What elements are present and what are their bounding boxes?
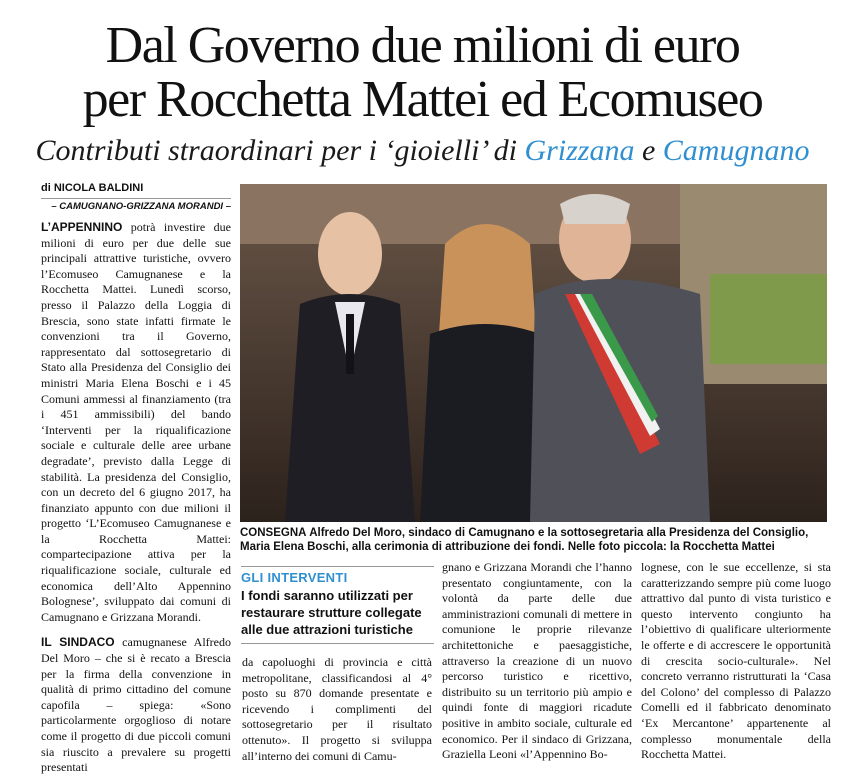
article-column-4 [641,560,831,763]
subtitle-text: Contributi straordinari per i ‘gioielli’ di [35,134,525,167]
column-3-text: gnano e Grizzana Morandi che l’hanno presentato congiuntamente, con la volontà da parte delle due amministrazioni comunali di mettere in comunione le proprie rilevanze architettoniche e paesaggistiche, attraverso la creazione di un nuovo percorso turistico e ricettivo, distribuito su un territorio più ampio e quindi fonte di maggiori ricadute positive in ambito sociale, culturale ed economico. Per il sindaco di Grizzana, Graziella Leoni «l’Appennino Bo- [442,560,632,762]
byline-divider [41,198,231,199]
headline-line-1: Dal Governo due milioni di euro [105,17,740,74]
byline: di NICOLA BALDINI [41,182,144,194]
article-column-3 [442,560,632,763]
main-photo [240,184,827,522]
column-4-text: lognese, con le sue eccellenze, si sta caratterizzando sempre più come luogo attrattivo dal punto di vista turistico e questo intervento congiunto ha l’obiettivo di qualificare ulteriormente le offerte e di accrescere le opportunità di crescita socio-culturale». Nel concreto verranno ristrutturati la ‘Casa del Colono’ del complesso di Palazzo Comelli ed il fabbricato denominato ‘Ex Mercantone’ appartenente al complesso monumentale della Rocchetta Mattei. [641,560,831,762]
subtitle [0,134,845,168]
subtitle-place-camugnano: Camugnano [662,134,810,167]
sidebar-top-rule [241,566,434,567]
photo-caption [240,526,830,554]
headline-line-2: per Rocchetta Mattei ed Ecomuseo [82,71,763,128]
sidebar-bottom-rule [241,643,434,644]
sidebar-title: GLI INTERVENTI [241,570,348,585]
paragraph-1-text: potrà investire due milioni di euro per due delle sue principali attrattive turistiche, ovvero l’Ecomuseo Camugnanese e la Rocchetta Mattei. Lunedì scorso, presso il Palazzo della Loggia di Brescia, sono state infatti firmate le convenzioni tra il Governo, rappresentato dal sottosegretario di Stato alla Presidenza del Consiglio dei ministri Maria Elena Boschi e i 45 Comuni ammessi al finanziamento (tra i 451 ammissibili) del bando ‘Interventi per la riqualificazione sociale e culturale delle aree urbane degradate’, previsto dalla Legge di stabilità. La presidenza del Consiglio, con un decreto del 6 giugno 2017, ha finanziato appunto con due milioni il progetto ‘L’Ecomuseo Camugnanese e la Rocchetta Mattei: compartecipazione attiva per la riqualificazione sociale, culturale ed economica dell’Alto Appennino Bolognese’, sviluppato dai comuni di Camugnano e Grizzana Morandi. [41,220,231,624]
paragraph-2-text: camugnanese Alfredo Del Moro – che si è recato a Brescia per la firma della convenzione in qualità di primo cittadino del comune capofila – spiega: «Sono particolarmente orgoglioso di notare come il progetto di due piccoli comuni sia riuscito a prevalere su progetti presentati [41,635,231,775]
article-column-1 [41,220,231,776]
subtitle-place-grizzana: Grizzana [524,134,635,167]
caption-text: Alfredo Del Moro, sindaco di Camugnano e la sottosegretaria alla Presidenza del Consiglio, Maria Elena Boschi, alla cerimonia di attribuzione dei fondi. Nelle foto piccola: la Rocchetta Mattei [240,527,809,553]
caption-lead: CONSEGNA [240,527,307,539]
dateline: – CAMUGNANO-GRIZZANA MORANDI – [51,201,231,212]
subtitle-conjunction: e [634,134,663,167]
article-paragraph-2 [41,635,231,775]
ceremony-photo-illustration [240,184,827,522]
column-2-text: da capoluoghi di provincia e città metropolitane, classificandosi al 4° posto su 870 domande presentate e ricevendo i complimenti del sottosegretario per il risultato ottenuto». Il progetto si sviluppa all’interno dei comuni di Camu- [242,655,432,763]
sidebar-text: I fondi saranno utilizzati per restaurare strutture collegate alle due attrazioni turistiche [241,588,422,637]
article-column-2 [242,655,432,764]
paragraph-lead-appennino: L’APPENNINO [41,220,123,234]
article-paragraph-1 [41,220,231,625]
paragraph-lead-sindaco: IL SINDACO [41,635,115,650]
